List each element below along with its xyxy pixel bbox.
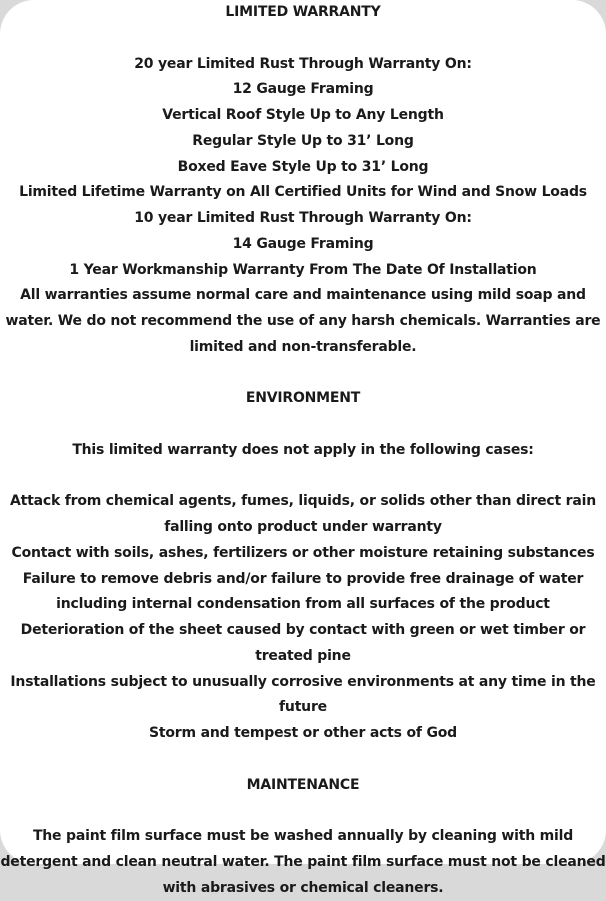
rust-20-item: Boxed Eave Style Up to 31’ Long <box>177 158 429 175</box>
spacer <box>0 798 606 824</box>
environment-heading: ENVIRONMENT <box>245 390 361 407</box>
rust-20-title: 20 year Limited Rust Through Warranty On: <box>134 55 472 72</box>
environment-case: Storm and tempest or other acts of God <box>149 725 457 741</box>
environment-case: Installations subject to unusually corrosive environments at any time in the future <box>10 673 596 716</box>
care-note: All warranties assume normal care and maintenance using mild soap and water. We do not recommend the use of any harsh chemicals. Warranties are limited and non-transferable. <box>5 287 601 355</box>
workmanship-warranty: 1 Year Workmanship Warranty From The Date Of Installation <box>69 261 537 278</box>
maintenance-text: The paint film surface must be washed annually by cleaning with mild detergent and clean neutral water. The paint film surface must not be cleaned with abrasives or chemical cleaners. <box>0 828 606 896</box>
rust-20-item: Regular Style Up to 31’ Long <box>192 132 414 149</box>
spacer <box>0 747 606 773</box>
warranty-heading: LIMITED WARRANTY <box>225 4 381 20</box>
environment-case: Contact with soils, ashes, fertilizers or other moisture retaining substances <box>11 544 595 561</box>
environment-case: Failure to remove debris and/or failure to provide free drainage of water including internal condensation from all surfaces of the product <box>22 570 584 613</box>
spacer <box>0 26 606 52</box>
maintenance-heading: MAINTENANCE <box>246 776 360 793</box>
spacer <box>0 361 606 387</box>
lifetime-warranty: Limited Lifetime Warranty on All Certified Units for Wind and Snow Loads <box>19 184 587 201</box>
rust-10-item: 14 Gauge Framing <box>232 235 374 252</box>
environment-intro: This limited warranty does not apply in the following cases: <box>72 441 534 458</box>
spacer <box>0 412 606 438</box>
rust-20-item: 12 Gauge Framing <box>232 81 374 98</box>
environment-case: Deterioration of the sheet caused by contact with green or wet timber or treated pine <box>20 622 586 664</box>
rust-20-item: Vertical Roof Style Up to Any Length <box>162 107 444 123</box>
spacer <box>0 464 606 490</box>
environment-case: Attack from chemical agents, fumes, liquids, or solids other than direct rain falling onto product under warranty <box>9 493 596 535</box>
rust-10-title: 10 year Limited Rust Through Warranty On: <box>134 210 472 226</box>
